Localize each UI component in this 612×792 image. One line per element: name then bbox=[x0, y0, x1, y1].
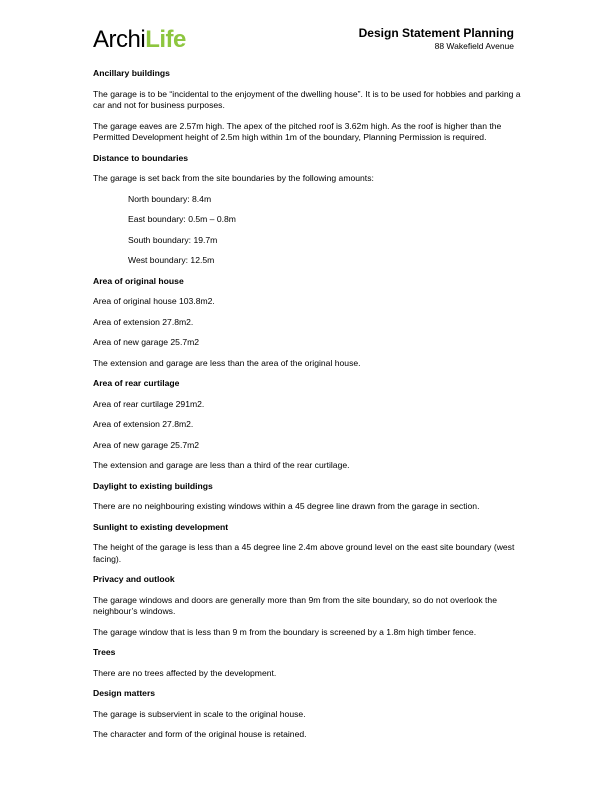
body-paragraph: The garage is to be “incidental to the enjoyment of the dwelling house”. It is to be used for hobbies and parking a car and not for business purposes. bbox=[93, 88, 521, 110]
body-paragraph: The height of the garage is less than a 45 degree line 2.4m above ground level on the east site boundary (west facing). bbox=[93, 542, 515, 564]
section-heading: Design matters bbox=[93, 688, 156, 698]
boundary-list-item: West boundary: 12.5m bbox=[128, 255, 215, 265]
site-address: 88 Wakefield Avenue bbox=[434, 41, 514, 51]
section-heading: Ancillary buildings bbox=[93, 68, 170, 78]
body-paragraph: The garage windows and doors are generally more than 9m from the site boundary, so do not overlook the neighbour’s windows. bbox=[93, 594, 497, 616]
boundary-list-item: North boundary: 8.4m bbox=[128, 193, 212, 204]
body-paragraph: There are no trees affected by the development. bbox=[93, 667, 277, 678]
body-paragraph: Area of rear curtilage 291m2. bbox=[93, 398, 205, 409]
body-paragraph: The garage is subservient in scale to the original house. bbox=[93, 708, 306, 719]
archilife-logo bbox=[93, 27, 186, 53]
logo-text-life: Life bbox=[145, 26, 186, 53]
body-paragraph: Area of new garage 25.7m2 bbox=[93, 439, 200, 450]
body-paragraph: Area of new garage 25.7m2 bbox=[93, 337, 200, 347]
section-heading: Trees bbox=[93, 647, 116, 657]
body-paragraph: Area of original house 103.8m2. bbox=[93, 296, 215, 306]
section-heading: Daylight to existing buildings bbox=[93, 480, 213, 491]
document-body bbox=[93, 68, 521, 750]
body-paragraph: The extension and garage are less than the area of the original house. bbox=[93, 357, 361, 368]
boundary-list-item: East boundary: 0.5m – 0.8m bbox=[128, 214, 236, 224]
body-paragraph: The garage window that is less than 9 m from the boundary is screened by a 1.8m high timber fence. bbox=[93, 626, 477, 637]
header-right bbox=[359, 26, 514, 52]
body-paragraph: Area of extension 27.8m2. bbox=[93, 419, 194, 429]
section-heading: Area of original house bbox=[93, 275, 184, 286]
logo-text-archi: Archi bbox=[93, 26, 146, 53]
document-title: Design Statement Planning bbox=[358, 26, 514, 40]
body-paragraph: The character and form of the original house is retained. bbox=[93, 729, 307, 739]
section-heading: Area of rear curtilage bbox=[93, 378, 180, 388]
section-heading: Distance to boundaries bbox=[93, 152, 189, 163]
boundary-list-item: South boundary: 19.7m bbox=[128, 234, 218, 245]
body-paragraph: Area of extension 27.8m2. bbox=[93, 316, 194, 327]
section-heading: Privacy and outlook bbox=[93, 574, 175, 584]
body-paragraph: There are no neighbouring existing windows within a 45 degree line drawn from the garage in section. bbox=[93, 501, 480, 511]
body-paragraph: The extension and garage are less than a third of the rear curtilage. bbox=[93, 460, 350, 470]
page-header bbox=[93, 22, 514, 62]
section-heading: Sunlight to existing development bbox=[93, 521, 229, 532]
body-paragraph: The garage eaves are 2.57m high. The apex of the pitched roof is 3.62m high. As the roof is higher than the Permitted Development height of 2.5m high within 1m of the boundary, Planning Permission is required. bbox=[93, 120, 502, 142]
body-paragraph: The garage is set back from the site boundaries by the following amounts: bbox=[93, 173, 374, 183]
